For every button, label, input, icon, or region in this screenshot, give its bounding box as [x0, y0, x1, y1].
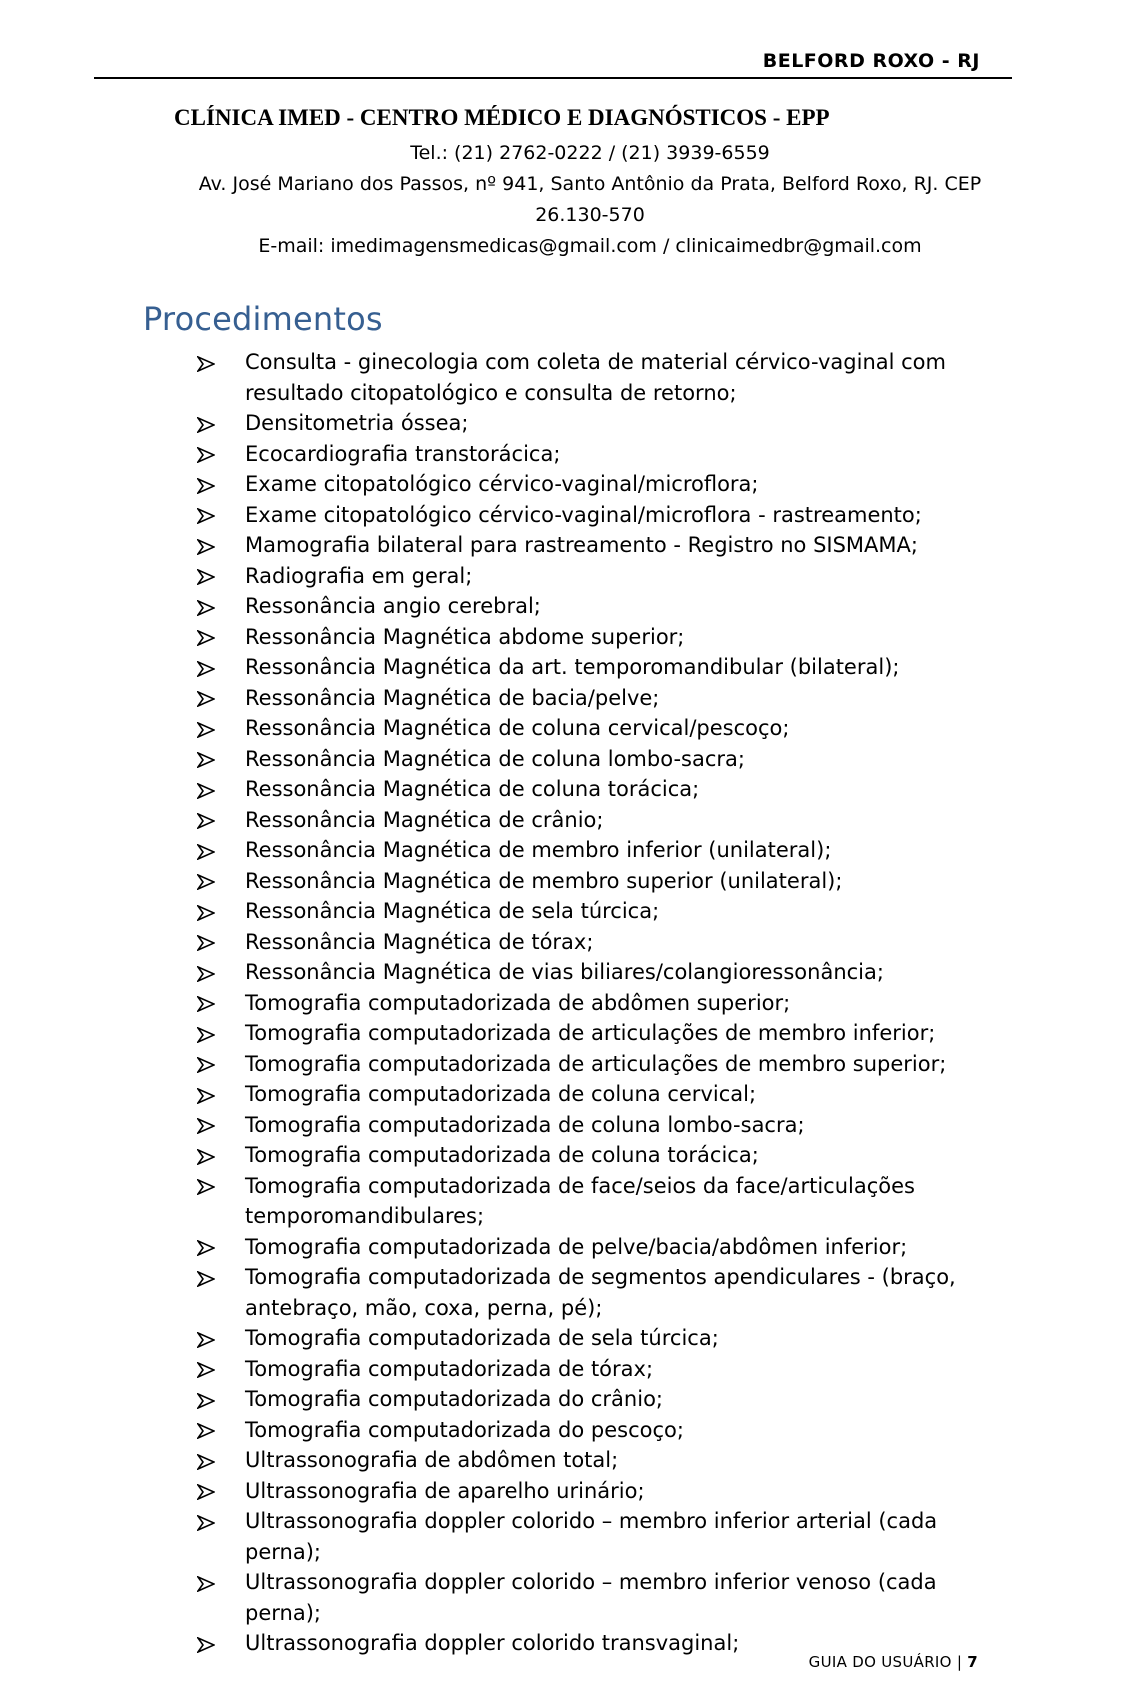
procedure-item	[195, 1018, 1015, 1049]
procedure-text: Tomografia computadorizada do pescoço;	[245, 1417, 684, 1442]
procedure-item	[195, 1049, 1015, 1080]
procedure-text: Ressonância Magnética de coluna torácica;	[245, 777, 700, 801]
procedure-text: Ressonância Magnética de membro superior (unilateral);	[245, 868, 843, 893]
procedure-text: Radiografia em geral;	[245, 563, 473, 588]
arrow-bullet-icon	[195, 1628, 217, 1659]
header-rule	[94, 77, 1012, 79]
arrow-bullet-icon	[195, 500, 217, 531]
arrow-bullet-icon	[195, 835, 217, 866]
arrow-bullet-icon	[195, 896, 217, 927]
procedure-text: Tomografia computadorizada do crânio;	[245, 1387, 663, 1411]
procedure-item	[195, 774, 1015, 805]
procedure-item	[195, 835, 1015, 866]
procedure-item	[195, 1506, 1015, 1567]
procedure-text: Tomografia computadorizada de segmentos apendiculares - (braço, antebraço, mão, coxa, perna, pé);	[245, 1265, 956, 1320]
procedure-item	[195, 1384, 1015, 1415]
arrow-bullet-icon	[195, 1354, 217, 1385]
procedure-text: Consulta - ginecologia com coleta de material cérvico-vaginal com resultado citopatológico e consulta de retorno;	[245, 350, 946, 405]
arrow-bullet-icon	[195, 1476, 217, 1507]
procedure-text: Ultrassonografia doppler colorido – membro inferior venoso (cada perna);	[245, 1570, 937, 1625]
arrow-bullet-icon	[195, 469, 217, 500]
procedure-item	[195, 1079, 1015, 1110]
procedure-item	[195, 1110, 1015, 1141]
procedure-item	[195, 896, 1015, 927]
arrow-bullet-icon	[195, 1262, 217, 1293]
arrow-bullet-icon	[195, 561, 217, 592]
procedure-item	[195, 1415, 1015, 1446]
arrow-bullet-icon	[195, 774, 217, 805]
procedure-text: Ressonância Magnética abdome superior;	[245, 624, 685, 649]
arrow-bullet-icon	[195, 1079, 217, 1110]
procedure-text: Tomografia computadorizada de tórax;	[245, 1356, 654, 1381]
arrow-bullet-icon	[195, 347, 217, 378]
procedure-text: Ressonância Magnética de crânio;	[245, 807, 604, 832]
procedure-text: Mamografia bilateral para rastreamento - Registro no SISMAMA;	[245, 533, 918, 557]
procedure-item	[195, 866, 1015, 897]
procedure-item	[195, 1323, 1015, 1354]
procedure-item	[195, 500, 1015, 531]
clinic-email: E-mail: imedimagensmedicas@gmail.com / clinicaimedbr@gmail.com	[258, 235, 922, 257]
procedure-item	[195, 1262, 1015, 1323]
procedure-text: Ultrassonografia doppler colorido – membro inferior arterial (cada perna);	[245, 1509, 938, 1564]
procedure-text: Tomografia computadorizada de coluna cervical;	[245, 1082, 757, 1106]
arrow-bullet-icon	[195, 805, 217, 836]
procedure-item	[195, 988, 1015, 1019]
arrow-bullet-icon	[195, 744, 217, 775]
footer-label: GUIA DO USUÁRIO |	[808, 1653, 963, 1671]
procedure-text: Exame citopatológico cérvico-vaginal/microflora - rastreamento;	[245, 502, 922, 527]
arrow-bullet-icon	[195, 988, 217, 1019]
procedure-item	[195, 744, 1015, 775]
procedure-item	[195, 957, 1015, 988]
arrow-bullet-icon	[195, 1567, 217, 1598]
procedure-text: Ultrassonografia de aparelho urinário;	[245, 1478, 645, 1503]
procedure-item	[195, 1476, 1015, 1507]
procedure-text: Ressonância Magnética de coluna cervical/pescoço;	[245, 716, 790, 740]
clinic-address-line1: Av. José Mariano dos Passos, nº 941, Santo Antônio da Prata, Belford Roxo, RJ. CEP	[198, 173, 982, 195]
page-footer	[700, 1653, 978, 1671]
procedure-text: Exame citopatológico cérvico-vaginal/microflora;	[245, 472, 759, 496]
procedure-item	[195, 1140, 1015, 1171]
procedure-text: Ressonância Magnética de tórax;	[245, 929, 594, 954]
clinic-name: CLÍNICA IMED - CENTRO MÉDICO E DIAGNÓSTICOS - EPP	[174, 105, 830, 130]
arrow-bullet-icon	[195, 927, 217, 958]
procedure-text: Tomografia computadorizada de articulações de membro superior;	[245, 1051, 947, 1076]
procedure-item	[195, 1445, 1015, 1476]
arrow-bullet-icon	[195, 530, 217, 561]
arrow-bullet-icon	[195, 408, 217, 439]
procedure-item	[195, 408, 1015, 439]
procedure-text: Tomografia computadorizada de pelve/bacia/abdômen inferior;	[245, 1234, 908, 1259]
running-header: BELFORD ROXO - RJ	[762, 50, 980, 72]
section-title: Procedimentos	[143, 300, 383, 338]
procedure-list	[195, 347, 1015, 1659]
procedure-item	[195, 1567, 1015, 1628]
procedure-item	[195, 347, 1015, 408]
procedure-item	[195, 683, 1015, 714]
procedure-text: Tomografia computadorizada de coluna lombo-sacra;	[245, 1112, 805, 1137]
procedure-item	[195, 1171, 1015, 1232]
procedure-text: Ultrassonografia de abdômen total;	[245, 1448, 619, 1472]
procedure-text: Ressonância Magnética de membro inferior (unilateral);	[245, 838, 832, 862]
arrow-bullet-icon	[195, 957, 217, 988]
procedure-item	[195, 530, 1015, 561]
arrow-bullet-icon	[195, 591, 217, 622]
arrow-bullet-icon	[195, 1323, 217, 1354]
procedure-item	[195, 805, 1015, 836]
procedure-text: Ressonância Magnética de vias biliares/colangioressonância;	[245, 960, 884, 984]
arrow-bullet-icon	[195, 1384, 217, 1415]
arrow-bullet-icon	[195, 439, 217, 470]
arrow-bullet-icon	[195, 1415, 217, 1446]
procedure-text: Densitometria óssea;	[245, 411, 469, 435]
procedure-text: Tomografia computadorizada de coluna torácica;	[245, 1143, 759, 1167]
arrow-bullet-icon	[195, 1018, 217, 1049]
procedure-text: Ultrassonografia doppler colorido transvaginal;	[245, 1631, 740, 1655]
page-number: 7	[967, 1653, 978, 1671]
procedure-text: Ecocardiografia transtorácica;	[245, 441, 561, 466]
arrow-bullet-icon	[195, 1171, 217, 1202]
arrow-bullet-icon	[195, 713, 217, 744]
clinic-phone: Tel.: (21) 2762-0222 / (21) 3939-6559	[410, 142, 770, 164]
arrow-bullet-icon	[195, 652, 217, 683]
procedure-text: Ressonância Magnética da art. temporomandibular (bilateral);	[245, 655, 900, 679]
procedure-item	[195, 469, 1015, 500]
arrow-bullet-icon	[195, 1049, 217, 1080]
procedure-text: Tomografia computadorizada de abdômen superior;	[245, 990, 791, 1015]
procedure-text: Tomografia computadorizada de articulações de membro inferior;	[245, 1021, 936, 1045]
arrow-bullet-icon	[195, 1506, 217, 1537]
arrow-bullet-icon	[195, 1140, 217, 1171]
procedure-text: Ressonância Magnética de bacia/pelve;	[245, 685, 660, 710]
clinic-info	[140, 104, 1040, 262]
procedure-item	[195, 927, 1015, 958]
arrow-bullet-icon	[195, 622, 217, 653]
procedure-item	[195, 591, 1015, 622]
procedure-text: Tomografia computadorizada de sela túrcica;	[245, 1326, 719, 1350]
procedure-text: Ressonância Magnética de sela túrcica;	[245, 899, 660, 923]
procedure-text: Tomografia computadorizada de face/seios da face/articulações temporomandibulares;	[245, 1173, 915, 1228]
arrow-bullet-icon	[195, 1110, 217, 1141]
arrow-bullet-icon	[195, 683, 217, 714]
procedure-item	[195, 1232, 1015, 1263]
procedure-item	[195, 439, 1015, 470]
procedure-text: Ressonância Magnética de coluna lombo-sacra;	[245, 746, 745, 771]
procedure-item	[195, 622, 1015, 653]
procedure-item	[195, 713, 1015, 744]
arrow-bullet-icon	[195, 866, 217, 897]
procedure-text: Ressonância angio cerebral;	[245, 594, 541, 618]
procedure-item	[195, 1354, 1015, 1385]
clinic-address-line2: 26.130-570	[535, 204, 645, 226]
procedure-item	[195, 652, 1015, 683]
arrow-bullet-icon	[195, 1445, 217, 1476]
procedure-item	[195, 561, 1015, 592]
arrow-bullet-icon	[195, 1232, 217, 1263]
